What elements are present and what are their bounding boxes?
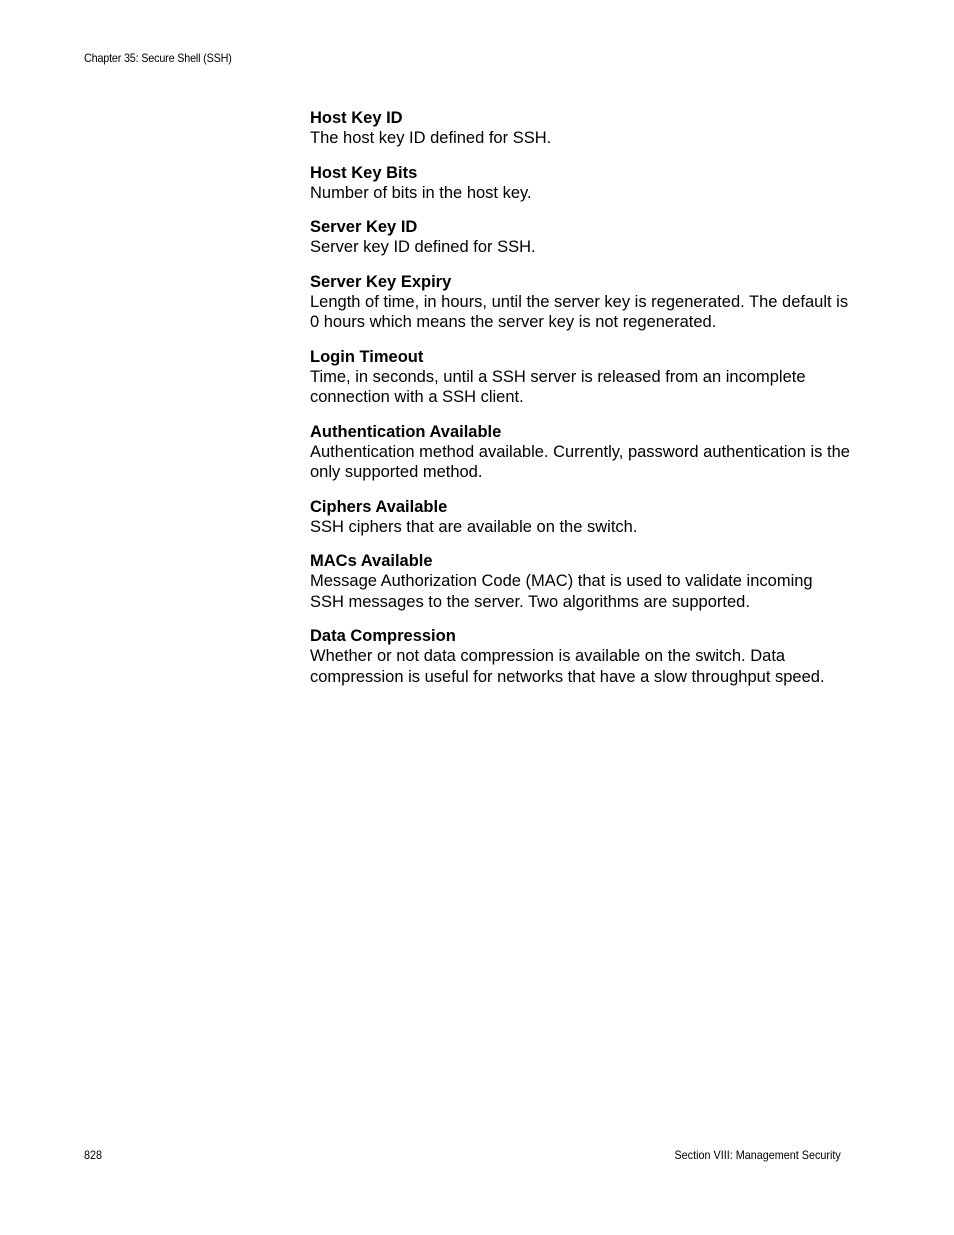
- definition-description: Authentication method available. Currently, password authentication is the only supported method.: [310, 442, 850, 481]
- definition-term: Login Timeout: [310, 347, 424, 366]
- definition-term: Ciphers Available: [310, 497, 448, 516]
- definition-entry-server-key-expiry: [310, 272, 850, 333]
- chapter-header: Chapter 35: Secure Shell (SSH): [84, 51, 232, 65]
- definition-description: Length of time, in hours, until the server key is regenerated. The default is 0 hours which means the server key is not regenerated.: [310, 292, 849, 331]
- definition-entry-data-compression: [310, 626, 850, 687]
- definition-description: SSH ciphers that are available on the switch.: [310, 517, 638, 536]
- definition-term: Server Key ID: [310, 218, 418, 236]
- definition-description: Time, in seconds, until a SSH server is released from an incomplete connection with a SSH client.: [310, 367, 806, 406]
- definition-term: Host Key Bits: [310, 163, 418, 182]
- definition-entry-host-key-id: [310, 108, 850, 149]
- definition-entry-server-key-id: [310, 217, 850, 258]
- definition-description: Whether or not data compression is available on the switch. Data compression is useful for networks that have a slow throughput speed.: [310, 647, 825, 686]
- definition-term: Host Key ID: [310, 109, 403, 127]
- definition-term: Server Key Expiry: [310, 272, 452, 291]
- definition-entry-macs-available: [310, 551, 850, 612]
- definition-list: [310, 108, 850, 701]
- definition-description: Message Authorization Code (MAC) that is used to validate incoming SSH messages to the server. Two algorithms are supported.: [310, 572, 813, 611]
- page-number: 828: [84, 1148, 103, 1162]
- definition-entry-ciphers-available: [310, 497, 850, 538]
- definition-term: Authentication Available: [310, 422, 502, 441]
- definition-entry-authentication-available: [310, 422, 850, 483]
- definition-description: Server key ID defined for SSH.: [310, 238, 536, 256]
- section-footer: Section VIII: Management Security: [674, 1148, 841, 1162]
- definition-description: The host key ID defined for SSH.: [310, 129, 552, 147]
- definition-description: Number of bits in the host key.: [310, 183, 532, 202]
- definition-term: MACs Available: [310, 552, 433, 570]
- definition-entry-login-timeout: [310, 347, 850, 408]
- definition-term: Data Compression: [310, 627, 456, 645]
- definition-entry-host-key-bits: [310, 163, 850, 204]
